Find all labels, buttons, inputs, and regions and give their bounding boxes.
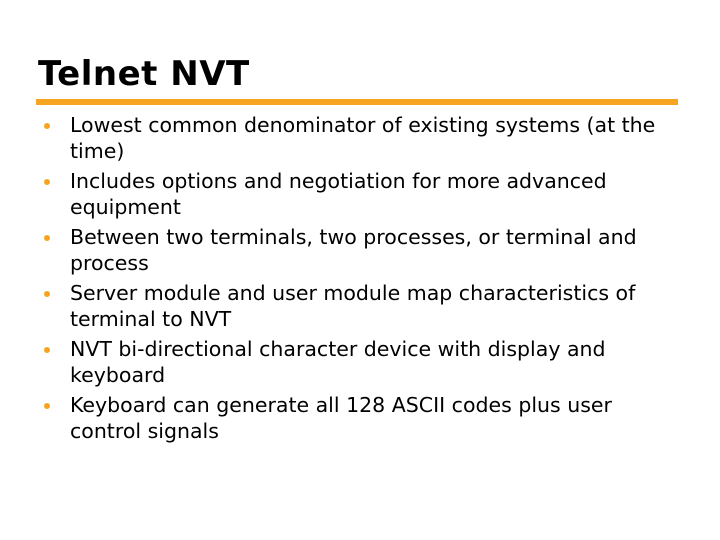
slide-title: Telnet NVT	[38, 54, 250, 94]
bullet-list	[42, 112, 682, 448]
bullet-dot-icon	[44, 291, 50, 297]
bullet-dot-icon	[44, 403, 50, 409]
bullet-dot-icon	[44, 179, 50, 185]
bullet-text: Lowest common denominator of existing systems (at the time)	[70, 113, 656, 163]
bullet-item	[42, 168, 682, 220]
bullet-item	[42, 224, 682, 276]
bullet-dot-icon	[44, 347, 50, 353]
bullet-text: Includes options and negotiation for more advanced equipment	[70, 169, 607, 219]
bullet-item	[42, 280, 682, 332]
bullet-text: Server module and user module map characteristics of terminal to NVT	[70, 281, 636, 331]
bullet-item	[42, 112, 682, 164]
title-underline	[36, 99, 678, 105]
bullet-text: Keyboard can generate all 128 ASCII codes plus user control signals	[70, 393, 612, 443]
bullet-item	[42, 336, 682, 388]
bullet-text: Between two terminals, two processes, or terminal and process	[70, 225, 637, 275]
bullet-text: NVT bi-directional character device with display and keyboard	[70, 337, 606, 387]
bullet-dot-icon	[44, 235, 50, 241]
bullet-item	[42, 392, 682, 444]
bullet-dot-icon	[44, 123, 50, 129]
